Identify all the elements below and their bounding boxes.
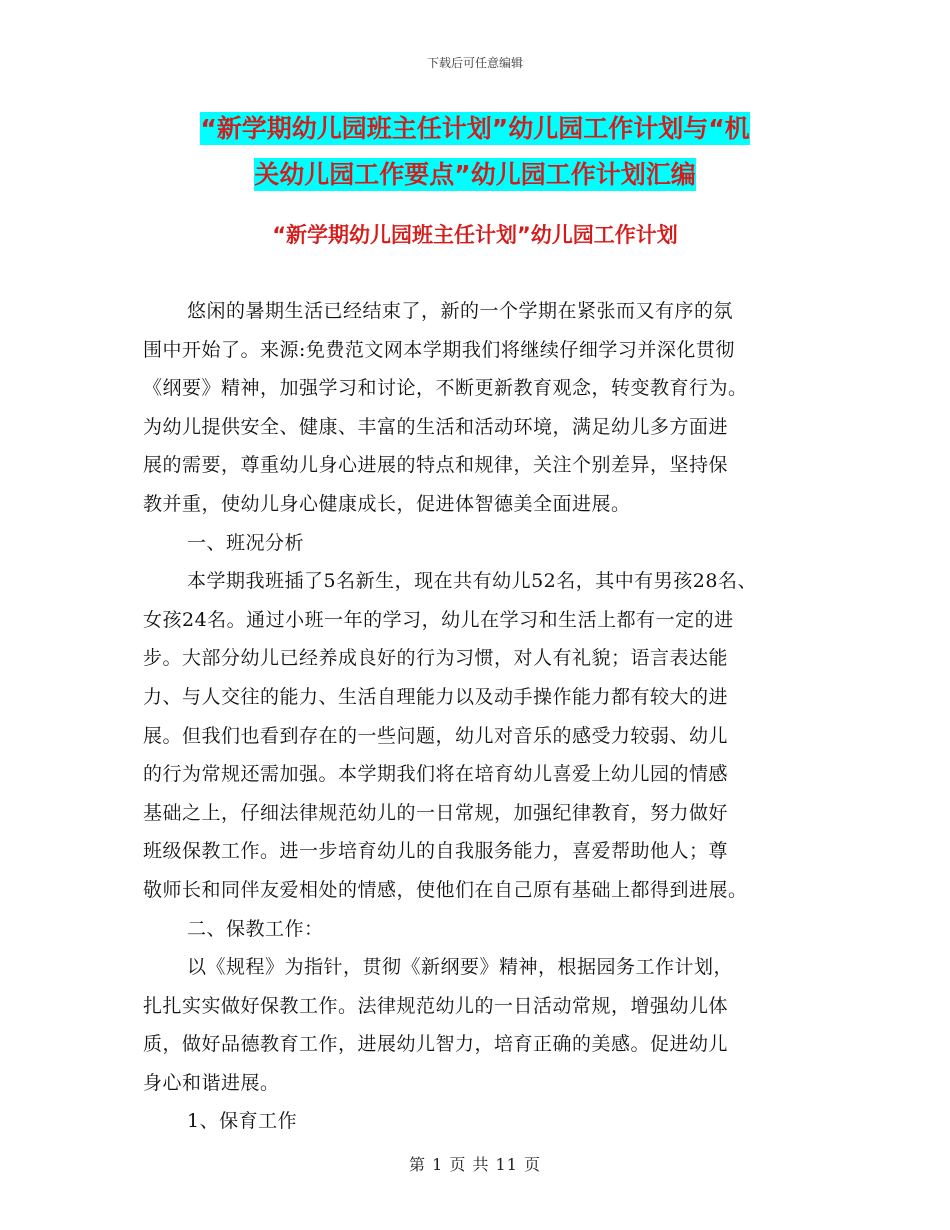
paragraph-line: 的行为常规还需加强。本学期我们将在培育幼儿喜爱上幼儿园的情感: [143, 763, 729, 786]
document-title-line-1: [0, 112, 950, 146]
paragraph-line: 教并重，使幼儿身心健康成长，促进体智德美全面进展。: [143, 492, 631, 515]
section-title: “新学期幼儿园班主任计划”幼儿园工作计划: [272, 223, 678, 247]
paragraph-line: 身心和谐进展。: [143, 1071, 280, 1094]
paragraph-line: 围中开始了。来源:免费范文网本学期我们将继续仔细学习并深化贯彻: [143, 338, 735, 361]
heading-childcare: 1、保育工作: [187, 1110, 298, 1133]
paragraph-line: 质，做好品德教育工作，进展幼儿智力，培育正确的美感。促进幼儿: [143, 1033, 729, 1056]
paragraph-line: 展。但我们也看到存在的一些问题，幼儿对音乐的感受力较弱、幼儿: [143, 724, 729, 747]
paragraph-line: 步。大部分幼儿已经养成良好的行为习惯，对人有礼貌；语言表达能: [143, 647, 729, 670]
body-text: [143, 292, 843, 1141]
page-header-note: 下载后可任意编辑: [426, 56, 523, 70]
heading-class-analysis: 一、班况分析: [187, 531, 305, 554]
paragraph-line: 女孩24名。通过小班一年的学习，幼儿在学习和生活上都有一定的进: [143, 608, 734, 631]
paragraph-line: 《纲要》精神，加强学习和讨论，不断更新教育观念，转变教育行为。: [143, 377, 748, 400]
paragraph-line: 本学期我班插了5名新生，现在共有幼儿52名，其中有男孩28名、: [187, 570, 757, 593]
title-highlight-2: 关幼儿园工作要点”幼儿园工作计划汇编: [254, 160, 696, 189]
document-title-line-2: [0, 158, 950, 192]
paragraph-line: 以《规程》为指针，贯彻《新纲要》精神，根据园务工作计划，: [187, 956, 734, 979]
paragraph-line: 力、与人交往的能力、生活自理能力以及动手操作能力都有较大的进: [143, 685, 729, 708]
paragraph-line: 敬师长和同伴友爱相处的情感，使他们在自己原有基础上都得到进展。: [143, 878, 748, 901]
paragraph-line: 为幼儿提供安全、健康、丰富的生活和活动环境，满足幼儿多方面进: [143, 415, 729, 438]
paragraph-line: 扎扎实实做好保教工作。法律规范幼儿的一日活动常规，增强幼儿体: [143, 994, 729, 1017]
heading-care-education: 二、保教工作：: [187, 917, 324, 940]
title-highlight-1: “新学期幼儿园班主任计划”幼儿园工作计划与“机: [200, 114, 750, 143]
paragraph-line: 班级保教工作。进一步培育幼儿的自我服务能力，喜爱帮助他人；尊: [143, 840, 729, 863]
paragraph-line: 基础之上，仔细法律规范幼儿的一日常规，加强纪律教育，努力做好: [143, 801, 729, 824]
paragraph-line: 展的需要，尊重幼儿身心进展的特点和规律，关注个别差异，坚持保: [143, 454, 729, 477]
page-number: 第 1 页 共 11 页: [409, 1155, 541, 1174]
paragraph-line: 悠闲的暑期生活已经结束了，新的一个学期在紧张而又有序的氛: [187, 300, 734, 322]
